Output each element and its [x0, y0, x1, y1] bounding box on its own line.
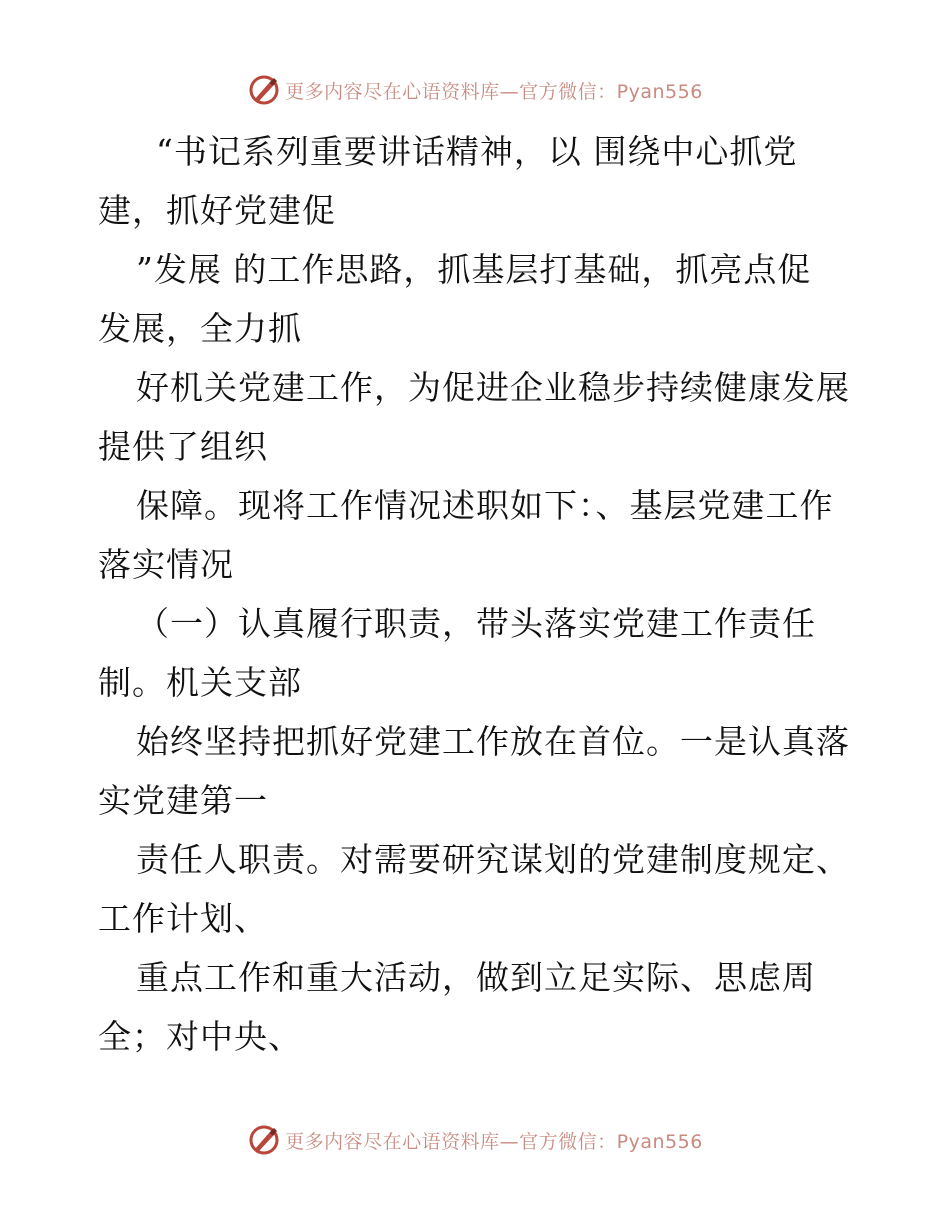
header-watermark-text: 更多内容尽在心语资料库—官方微信：Pyan556: [285, 80, 703, 103]
header-watermark: [0, 70, 950, 110]
body-line: 实党建第一: [98, 781, 268, 820]
body-line: ”发展 的工作思路，抓基层打基础，抓亮点促: [136, 250, 812, 289]
pen-logo-icon: [247, 1123, 281, 1157]
body-line: 建，抓好党建促: [98, 191, 336, 230]
body-line: （一）认真履行职责，带头落实党建工作责任: [136, 604, 816, 643]
body-line: 工作计划、: [98, 899, 268, 938]
body-line: 始终坚持把抓好党建工作放在首位。一是认真落: [136, 722, 850, 761]
body-line: 发展，全力抓: [98, 309, 302, 348]
body-line: 全；对中央、: [98, 1017, 302, 1056]
body-line: 提供了组织: [98, 427, 268, 466]
footer-watermark: [0, 1120, 950, 1160]
body-line: 保障。现将工作情况述职如下：、基层党建工作: [136, 486, 834, 525]
body-line: 好机关党建工作，为促进企业稳步持续健康发展: [136, 368, 850, 407]
body-line: 责任人职责。对需要研究谋划的党建制度规定、: [136, 840, 850, 879]
body-line: 重点工作和重大活动，做到立足实际、思虑周: [136, 958, 816, 997]
pen-logo-icon: [247, 73, 281, 107]
body-line: “书记系列重要讲话精神，以 围绕中心抓党: [156, 132, 798, 171]
document-body: [98, 122, 858, 1066]
footer-watermark-text: 更多内容尽在心语资料库—官方微信：Pyan556: [285, 1130, 703, 1153]
body-line: 制。机关支部: [98, 663, 302, 702]
body-line: 落实情况: [98, 545, 234, 584]
